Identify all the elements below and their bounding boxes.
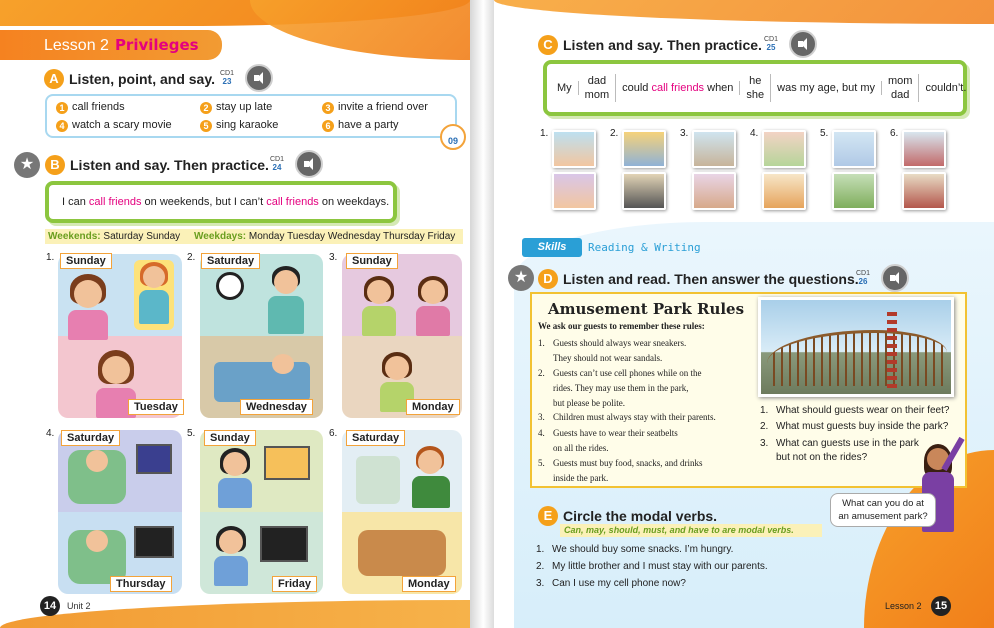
modal-verbs-note: Can, may, should, must, and have to are modal verbs. bbox=[560, 524, 822, 537]
section-d-title: Listen and read. Then answer the questions. bbox=[563, 271, 859, 287]
vocab-item: 2 stay up late bbox=[200, 101, 272, 114]
day-label: Monday bbox=[402, 576, 456, 592]
vocab-item: 1 call friends bbox=[56, 101, 125, 114]
scene-3 bbox=[342, 254, 462, 418]
girl-figure bbox=[358, 276, 402, 336]
scene-number: 1. bbox=[46, 252, 55, 263]
tv-icon bbox=[260, 526, 308, 562]
table-cell: could call friends when bbox=[616, 81, 740, 95]
vocab-item: 3 invite a friend over bbox=[322, 101, 428, 114]
page-gutter bbox=[470, 0, 494, 628]
page-number: 15 bbox=[931, 596, 951, 616]
friend-figure bbox=[412, 276, 456, 336]
vocab-item: 4 watch a scary movie bbox=[56, 119, 172, 132]
thumb-number: 2. bbox=[610, 128, 619, 139]
thumbnail-image bbox=[762, 130, 806, 168]
question-item: 2. What must guests buy inside the park? bbox=[760, 421, 949, 432]
scene-number: 2. bbox=[187, 252, 196, 263]
section-e-title: Circle the modal verbs. bbox=[563, 508, 718, 524]
skills-tag: Skills bbox=[522, 238, 582, 257]
section-d-letter: D bbox=[538, 269, 558, 289]
scene-6 bbox=[342, 430, 462, 594]
day-label: Friday bbox=[272, 576, 317, 592]
exercise-item: 2. My little brother and I must stay with our parents. bbox=[536, 561, 768, 572]
question-item: 3. What can guests use in the park but not on the rides? bbox=[760, 438, 919, 463]
audio-play-button[interactable] bbox=[881, 264, 909, 292]
thumbnail-image bbox=[692, 172, 736, 210]
star-icon: ★ bbox=[508, 265, 534, 291]
rule-item: 1. Guests should always wear sneakers. They should not wear sandals. bbox=[538, 338, 687, 363]
cd-track-label: CD1 24 bbox=[270, 156, 285, 172]
model-sentence: I can call friends on weekends, but I can’t call friends on weekdays. bbox=[62, 196, 390, 208]
day-label: Sunday bbox=[204, 430, 256, 446]
thumbnail-image bbox=[832, 172, 876, 210]
thumbnail-image bbox=[552, 130, 596, 168]
cd-track-label: CD1 23 bbox=[220, 70, 235, 86]
thumbnail-image bbox=[902, 130, 946, 168]
day-label: Wednesday bbox=[240, 399, 313, 415]
decorative-top-band-right-page bbox=[494, 0, 994, 24]
exercise-item: 1. We should buy some snacks. I’m hungry. bbox=[536, 544, 734, 555]
party-guests-figure bbox=[356, 456, 400, 504]
thumbnail-image bbox=[832, 130, 876, 168]
star-icon: ★ bbox=[14, 152, 40, 178]
day-label: Saturday bbox=[346, 430, 405, 446]
weekdays-bar: Weekends: Saturday Sunday Weekdays: Monday Tuesday Wednesday Thursday Friday bbox=[45, 229, 463, 244]
section-c-title: Listen and say. Then practice. bbox=[563, 37, 762, 53]
day-label: Saturday bbox=[61, 430, 120, 446]
thumb-number: 3. bbox=[680, 128, 689, 139]
audio-play-button[interactable] bbox=[295, 150, 323, 178]
audio-play-button[interactable] bbox=[245, 64, 273, 92]
rule-item: 5. Guests must buy food, snacks, and drinks inside the park. bbox=[538, 458, 703, 483]
rules-title: Amusement Park Rules bbox=[548, 300, 745, 318]
section-a-title: Listen, point, and say. bbox=[69, 71, 215, 87]
scene-5 bbox=[200, 430, 323, 594]
vocab-item: 5 sing karaoke bbox=[200, 119, 278, 132]
question-item: 1. What should guests wear on their feet? bbox=[760, 405, 950, 416]
section-a-letter: A bbox=[44, 69, 64, 89]
speech-bubble: What can you do at an amusement park? bbox=[830, 493, 936, 527]
table-cell: was my age, but my bbox=[771, 81, 882, 95]
bed-figure bbox=[214, 362, 310, 402]
day-label: Tuesday bbox=[128, 399, 184, 415]
unit-label: Unit 2 bbox=[67, 601, 91, 611]
friend-figure bbox=[134, 260, 174, 330]
section-b-title: Listen and say. Then practice. bbox=[70, 157, 269, 173]
thumb-number: 4. bbox=[750, 128, 759, 139]
table-cell: he she bbox=[740, 74, 771, 102]
karaoke-screen-icon bbox=[264, 446, 310, 480]
thumb-number: 1. bbox=[540, 128, 549, 139]
section-e-letter: E bbox=[538, 506, 558, 526]
thumb-number: 5. bbox=[820, 128, 829, 139]
page-number: 14 bbox=[40, 596, 60, 616]
boy-figure bbox=[408, 446, 454, 508]
vocab-item: 6 have a party bbox=[322, 119, 399, 132]
section-c-letter: C bbox=[538, 35, 558, 55]
day-label: Saturday bbox=[201, 253, 260, 269]
thumbnail-image bbox=[902, 172, 946, 210]
section-b-letter: B bbox=[45, 155, 65, 175]
skills-subtitle: Reading & Writing bbox=[588, 241, 701, 254]
substitution-table bbox=[543, 60, 967, 116]
rule-item: 2. Guests can’t use cell phones while on the rides. They may use them in the park, but please be polite. bbox=[538, 368, 702, 408]
decorative-top-band-right bbox=[250, 0, 470, 60]
rule-item: 4. Guests have to wear their seatbelts on all the rides. bbox=[538, 428, 678, 453]
tv-icon bbox=[134, 526, 174, 558]
sofa-icon bbox=[358, 530, 446, 576]
day-label: Sunday bbox=[60, 253, 112, 269]
scene-4 bbox=[58, 430, 182, 594]
scene-number: 3. bbox=[329, 252, 338, 263]
tv-icon bbox=[136, 444, 172, 474]
day-label: Thursday bbox=[110, 576, 172, 592]
rule-item: 3. Children must always stay with their parents. bbox=[538, 412, 716, 422]
day-label: Sunday bbox=[346, 253, 398, 269]
roller-coaster-photo bbox=[758, 297, 954, 397]
table-cell: couldn’t. bbox=[925, 82, 967, 94]
thumb-number: 6. bbox=[890, 128, 899, 139]
word-bank-badge: 09 bbox=[440, 124, 466, 150]
girl-phone-figure bbox=[62, 268, 118, 338]
scene-1 bbox=[58, 254, 182, 418]
thumbnail-image bbox=[692, 130, 736, 168]
scene-2 bbox=[200, 254, 323, 418]
girl-figure bbox=[210, 526, 254, 586]
day-label: Monday bbox=[406, 399, 460, 415]
cd-track-label: CD1 26 bbox=[856, 270, 871, 286]
audio-play-button[interactable] bbox=[789, 30, 817, 58]
scene-number: 6. bbox=[329, 428, 338, 439]
scene-number: 4. bbox=[46, 428, 55, 439]
boy-figure bbox=[262, 264, 312, 334]
thumbnail-image bbox=[622, 172, 666, 210]
rules-intro: We ask our guests to remember these rules: bbox=[538, 321, 705, 331]
table-cell: My bbox=[551, 81, 579, 95]
clock-icon bbox=[216, 272, 244, 300]
thumbnail-image bbox=[762, 172, 806, 210]
thumbnail-image bbox=[622, 130, 666, 168]
thumbnail-image bbox=[552, 172, 596, 210]
table-cell: mom dad bbox=[882, 74, 919, 102]
scene-number: 5. bbox=[187, 428, 196, 439]
table-cell: dad mom bbox=[579, 74, 616, 102]
lesson-footer-label: Lesson 2 bbox=[885, 601, 922, 611]
cd-track-label: CD1 25 bbox=[764, 36, 779, 52]
boy-chair-figure bbox=[68, 450, 126, 504]
girl-singing-figure bbox=[214, 448, 258, 508]
lesson-title: Lesson 2 Privileges bbox=[0, 30, 222, 60]
exercise-item: 3. Can I use my cell phone now? bbox=[536, 578, 686, 589]
